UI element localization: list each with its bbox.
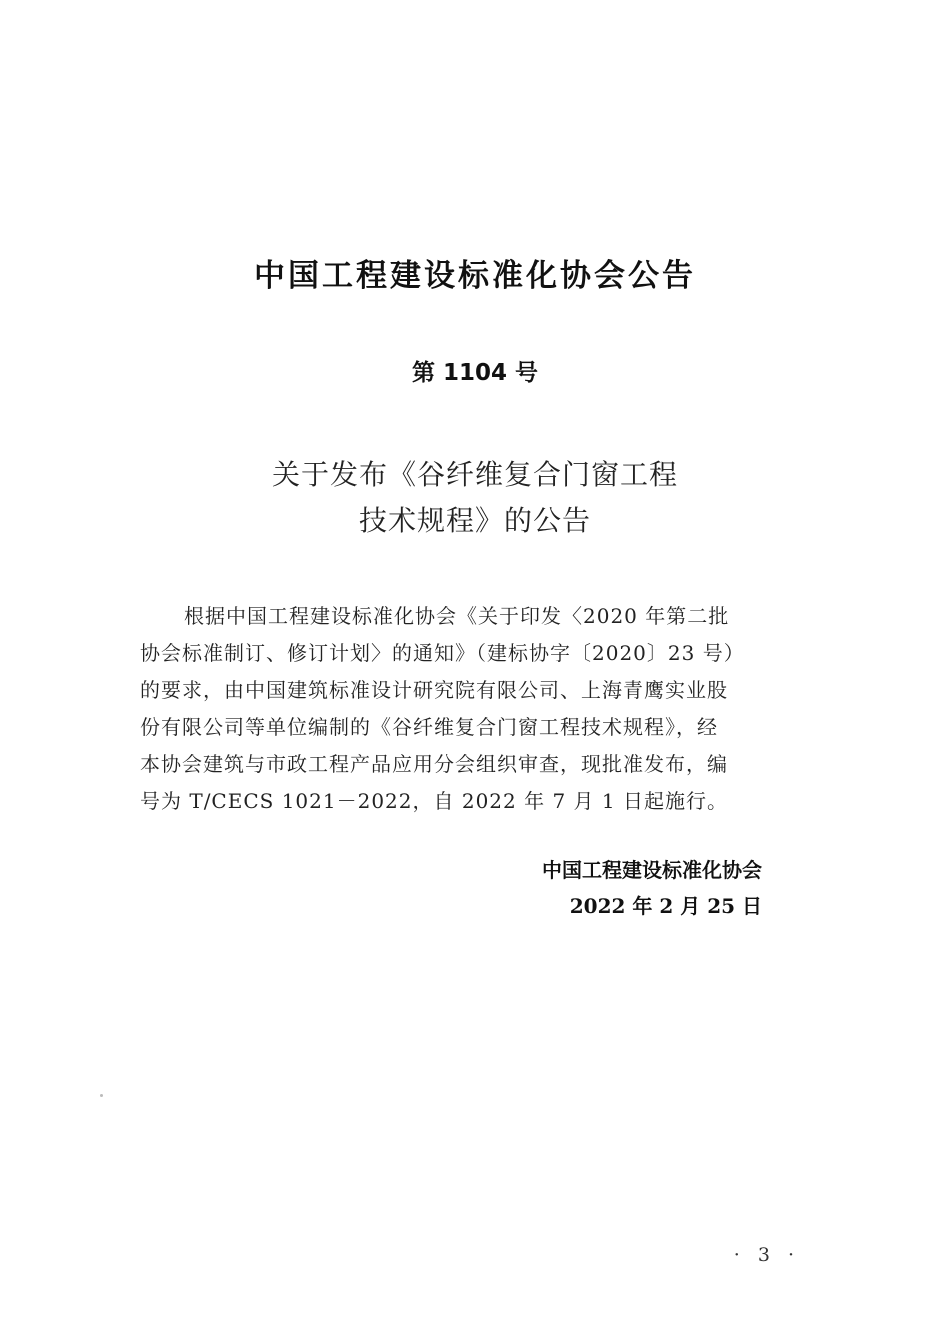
signature-date: 2022 年 2 月 25 日 [569,894,762,918]
body-line-2: 协会标准制订、修订计划〉的通知》（建标协字〔2020〕23 号） [140,641,745,665]
notice-body [140,598,812,820]
page-number: · 3 · [733,1244,800,1266]
notice-subject [0,452,950,544]
body-line-3: 的要求，由中国建筑标准设计研究院有限公司、上海青鹰实业股 [140,678,728,702]
subject-line-1: 关于发布《谷纤维复合门窗工程 [271,458,678,491]
body-line-4: 份有限公司等单位编制的《谷纤维复合门窗工程技术规程》，经 [140,715,718,739]
body-line-6: 号为 T/CECS 1021－2022，自 2022 年 7 月 1 日起施行。 [140,789,728,813]
body-paragraph [140,598,812,820]
organization-title: 中国工程建设标准化协会公告 [254,258,696,294]
subject-line-2: 技术规程》的公告 [358,504,591,537]
body-line-1: 根据中国工程建设标准化协会《关于印发〈2020 年第二批 [184,604,730,628]
notice-number: 第 1104 号 [411,360,539,386]
scan-speck [100,1094,103,1097]
signature-block [542,852,762,924]
body-line-5: 本协会建筑与市政工程产品应用分会组织审查，现批准发布，编 [140,752,728,776]
signature-organization: 中国工程建设标准化协会 [542,858,762,882]
